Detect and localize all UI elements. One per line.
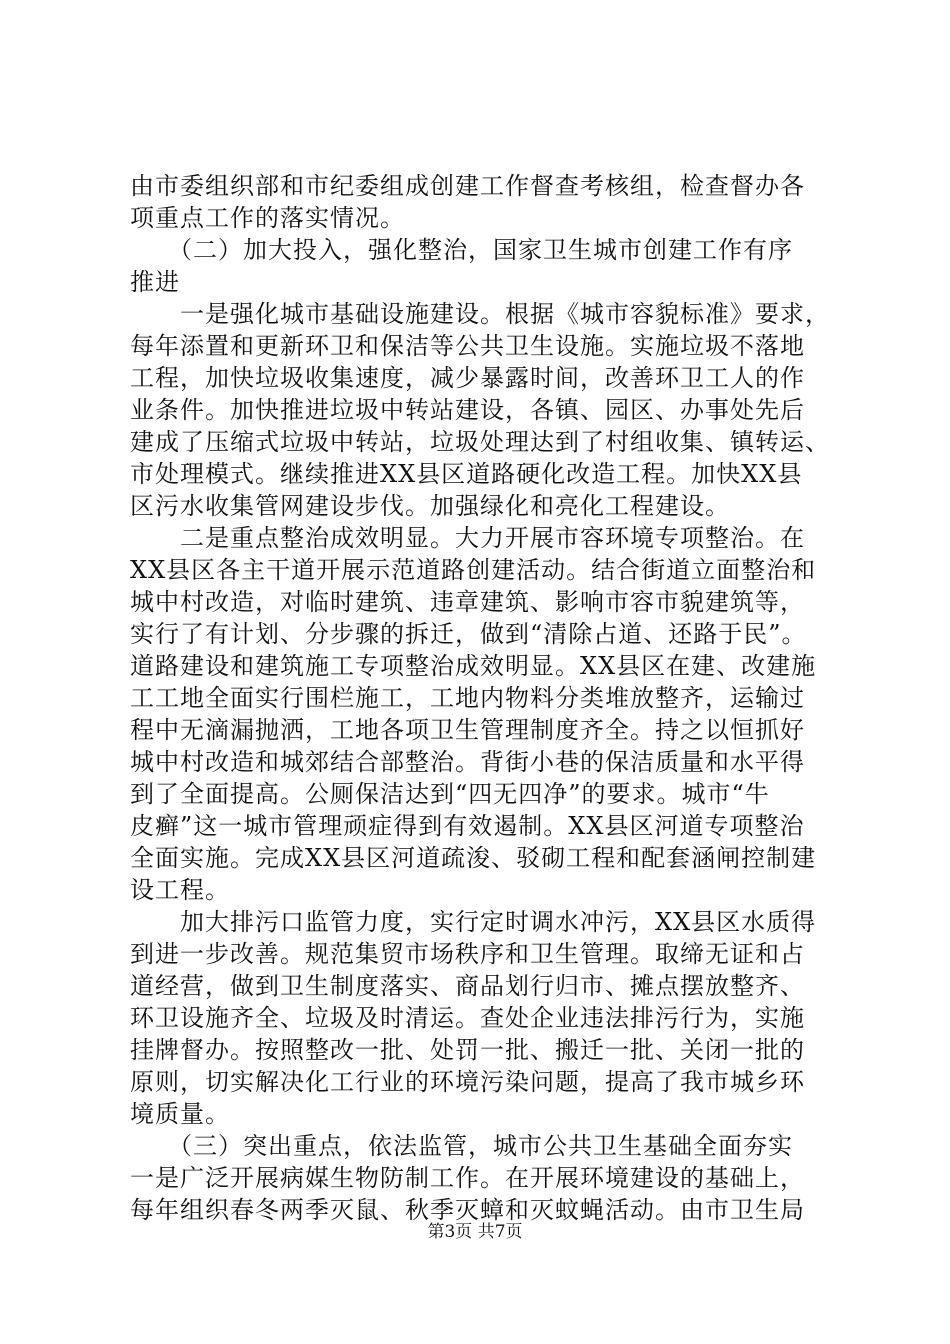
text-line: 实行了有计划、分步骤的拆迁，做到“清除占道、还路于民”。 bbox=[130, 620, 807, 648]
text-line: 加大排污口监管力度，实行定时调水冲污，XX县区水质得 bbox=[130, 908, 817, 936]
text-line: 每年组织春冬两季灭鼠、秋季灭蟑和灭蚊蝇活动。由市卫生局 bbox=[130, 1196, 805, 1224]
text-line: 市处理模式。继续推进XX县区道路硬化改造工程。加快XX县 bbox=[130, 460, 803, 488]
text-line: 由市委组织部和市纪委组成创建工作督查考核组，检查督办各 bbox=[130, 172, 805, 200]
text-line: 设工程。 bbox=[130, 876, 230, 904]
text-line: 一是广泛开展病媒生物防制工作。在开展环境建设的基础上， bbox=[130, 1164, 805, 1192]
text-line: 到进一步改善。规范集贸市场秩序和卫生管理。取缔无证和占 bbox=[130, 940, 805, 968]
text-line: 区污水收集管网建设步伐。加强绿化和亮化工程建设。 bbox=[130, 492, 730, 520]
text-line: 全面实施。完成XX县区河道疏浚、驳砌工程和配套涵闸控制建 bbox=[130, 844, 817, 872]
text-line: 道经营，做到卫生制度落实、商品划行归市、摊点摆放整齐、 bbox=[130, 972, 805, 1000]
text-line: 每年添置和更新环卫和保洁等公共卫生设施。实施垃圾不落地 bbox=[130, 332, 805, 360]
text-line: 皮癣”这一城市管理顽症得到有效遏制。XX县区河道专项整治 bbox=[130, 812, 805, 840]
text-line: 到了全面提高。公厕保洁达到“四无四净”的要求。城市“牛 bbox=[130, 780, 770, 808]
text-line: 推进 bbox=[130, 268, 180, 296]
text-line: 环卫设施齐全、垃圾及时清运。查处企业违法排污行为，实施 bbox=[130, 1004, 805, 1032]
text-line: 一是强化城市基础设施建设。根据《城市容貌标准》要求， bbox=[130, 300, 830, 328]
text-line: （二）加大投入，强化整治，国家卫生城市创建工作有序 bbox=[130, 236, 793, 264]
text-line: 二是重点整治成效明显。大力开展市容环境专项整治。在 bbox=[130, 524, 805, 552]
text-line: 城中村改造，对临时建筑、违章建筑、影响市容市貌建筑等， bbox=[130, 588, 805, 616]
text-line: 工程，加快垃圾收集速度，减少暴露时间，改善环卫工人的作 bbox=[130, 364, 805, 392]
text-line: 工工地全面实行围栏施工，工地内物料分类堆放整齐，运输过 bbox=[130, 684, 805, 712]
text-line: 境质量。 bbox=[130, 1100, 230, 1128]
text-line: 项重点工作的落实情况。 bbox=[130, 204, 405, 232]
text-line: 程中无滴漏抛洒，工地各项卫生管理制度齐全。持之以恒抓好 bbox=[130, 716, 805, 744]
text-line: 业条件。加快推进垃圾中转站建设，各镇、园区、办事处先后 bbox=[130, 396, 805, 424]
text-line: 城中村改造和城郊结合部整治。背街小巷的保洁质量和水平得 bbox=[130, 748, 805, 776]
body-text bbox=[130, 170, 830, 1226]
text-line: 原则，切实解决化工行业的环境污染问题，提高了我市城乡环 bbox=[130, 1068, 805, 1096]
text-line: （三）突出重点，依法监管，城市公共卫生基础全面夯实 bbox=[130, 1132, 793, 1160]
text-line: 道路建设和建筑施工专项整治成效明显。XX县区在建、改建施 bbox=[130, 652, 817, 680]
text-line: XX县区各主干道开展示范道路创建活动。结合街道立面整治和 bbox=[130, 556, 817, 584]
text-line: 挂牌督办。按照整改一批、处罚一批、搬迁一批、关闭一批的 bbox=[130, 1036, 805, 1064]
text-line: 建成了压缩式垃圾中转站，垃圾处理达到了村组收集、镇转运、 bbox=[130, 428, 830, 456]
page-footer: 第3页 共7页 bbox=[427, 1222, 523, 1242]
